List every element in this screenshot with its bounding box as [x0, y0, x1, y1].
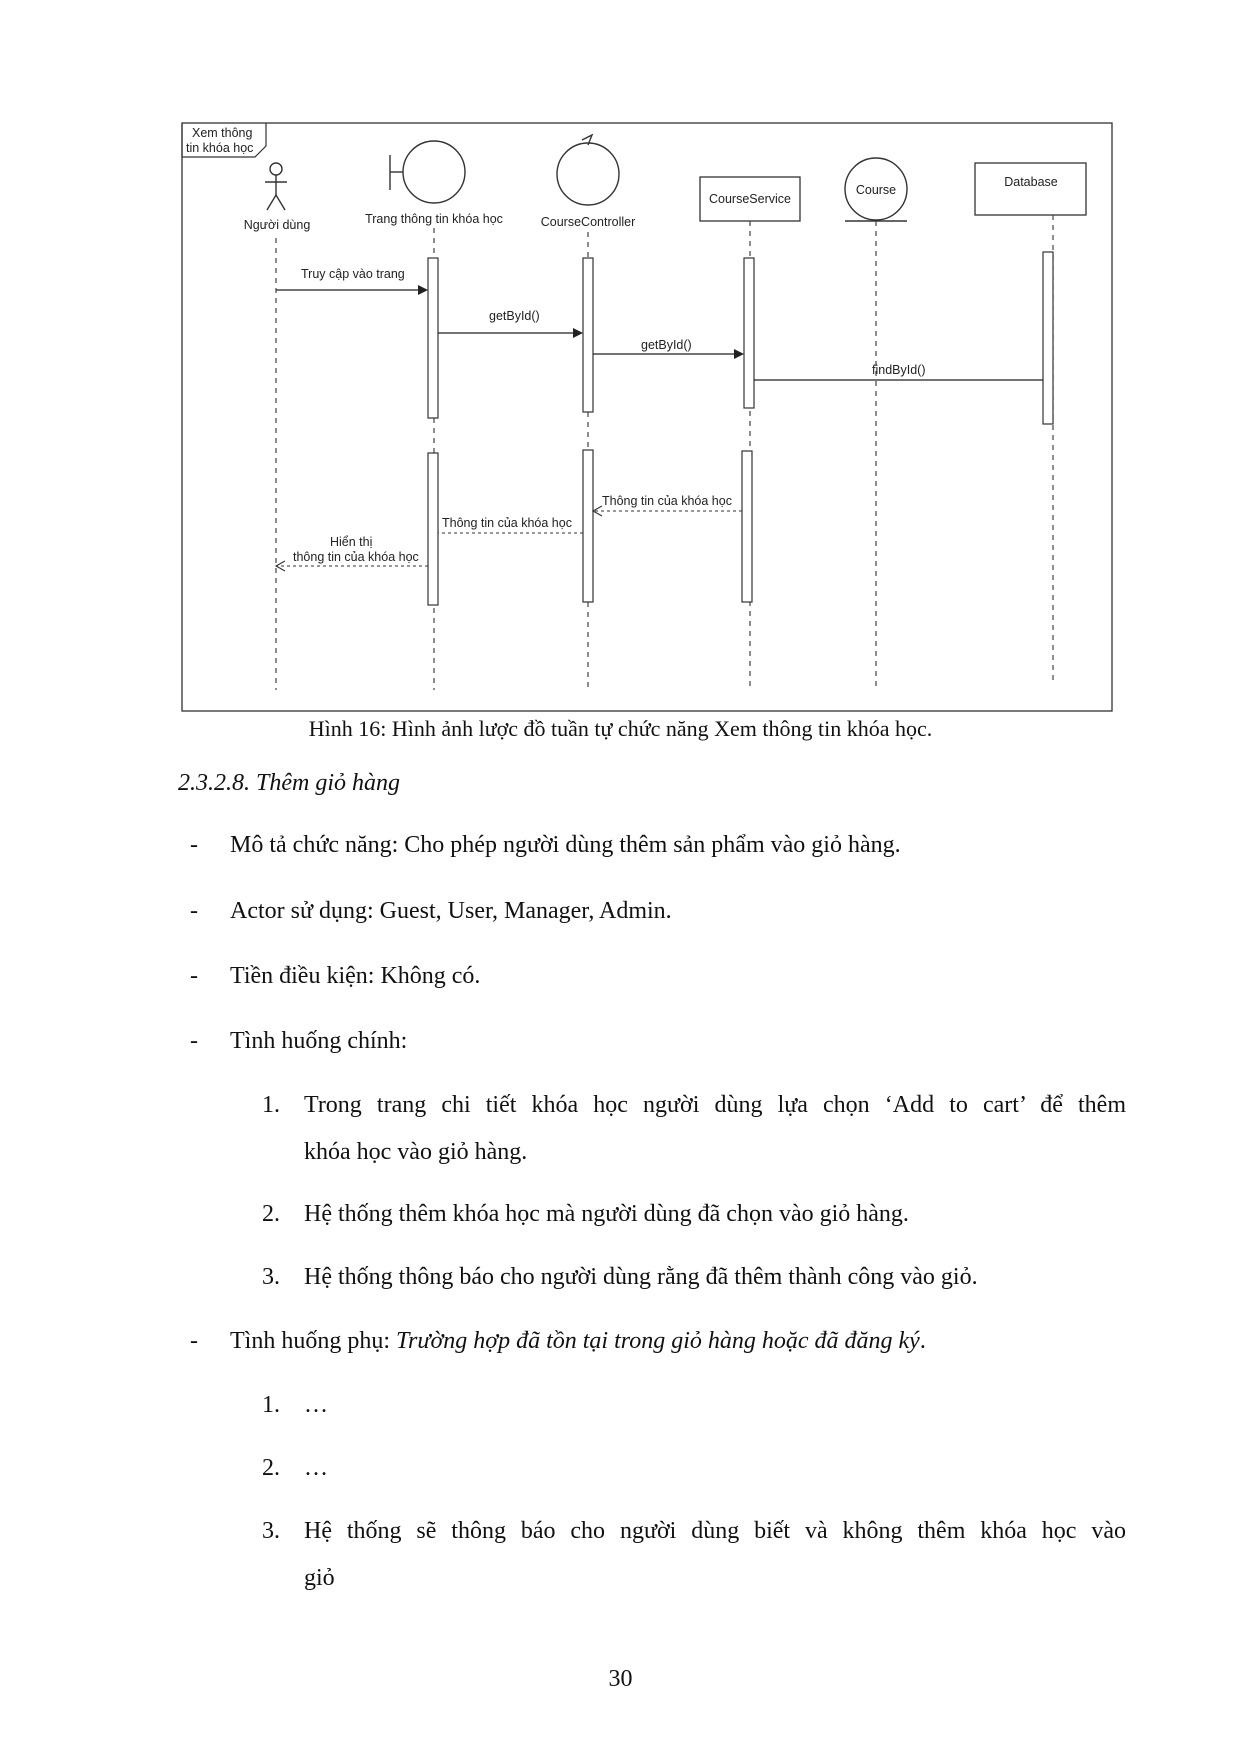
return-2-label: Thông tin của khóa học	[442, 516, 572, 530]
section-heading: 2.3.2.8. Thêm giỏ hàng	[178, 770, 400, 796]
step-number: 1.	[262, 1392, 280, 1418]
alt-italic: Trường hợp đã tồn tại trong giỏ hàng hoặc đã đăng ký	[396, 1328, 920, 1354]
page-number: 30	[608, 1666, 633, 1692]
step-text: Trong trang chi tiết khóa học người dùng lựa chọn ‘Add to cart’ để thêm	[304, 1092, 1126, 1118]
alt-step-3-continued: giỏ	[304, 1565, 335, 1591]
bullet-dash: -	[190, 832, 198, 858]
frame-label-line1: Xem thông	[192, 126, 253, 140]
alt-prefix: Tình huống phụ:	[230, 1328, 396, 1354]
step-number: 2.	[262, 1455, 280, 1481]
bullet-text: Tiền điều kiện: Không có.	[230, 963, 481, 989]
message-4-label: findById()	[872, 363, 926, 377]
step-number: 3.	[262, 1518, 280, 1544]
alt-suffix: .	[919, 1328, 926, 1354]
step-text: Hệ thống sẽ thông báo cho người dùng biết và không thêm khóa học vào	[304, 1518, 1126, 1544]
bullet-dash: -	[190, 963, 198, 989]
step-number: 3.	[262, 1264, 280, 1290]
actor-icon	[265, 163, 287, 210]
bullet-text: Actor sử dụng: Guest, User, Manager, Admin.	[230, 898, 672, 924]
message-arrowheads	[418, 285, 744, 359]
figure-caption: Hình 16: Hình ảnh lược đồ tuần tự chức năng Xem thông tin khóa học.	[308, 716, 933, 741]
boundary-icon	[390, 141, 465, 203]
step-text: Hệ thống thông báo cho người dùng rằng đã thêm thành công vào giỏ.	[304, 1264, 978, 1290]
bullet-text: Tình huống chính:	[230, 1028, 408, 1054]
message-arrows	[276, 290, 1043, 380]
bullet-text: Mô tả chức năng: Cho phép người dùng thêm sản phẩm vào giỏ hàng.	[230, 832, 901, 858]
bullet-dash: -	[190, 898, 198, 924]
participant-database-label: Database	[1004, 175, 1058, 189]
diagram-frame	[182, 123, 1112, 711]
activation-bars	[428, 252, 1053, 605]
step-number: 1.	[262, 1092, 280, 1118]
message-2-label: getById()	[489, 309, 540, 323]
participant-actor-label: Người dùng	[243, 218, 311, 232]
participant-control-label: CourseController	[540, 215, 636, 229]
database-box	[975, 163, 1086, 215]
participant-service-label: CourseService	[709, 192, 791, 206]
lifelines	[276, 215, 1053, 690]
step-text: …	[304, 1455, 328, 1481]
bullet-text	[230, 1328, 926, 1355]
return-1-label: Thông tin của khóa học	[602, 494, 732, 508]
sequence-diagram	[0, 0, 1241, 720]
bullet-dash: -	[190, 1028, 198, 1054]
control-icon	[557, 135, 619, 205]
step-number: 2.	[262, 1201, 280, 1227]
frame-label-line2: tin khóa học	[186, 141, 254, 155]
participant-entity-label: Course	[855, 183, 897, 197]
message-1-label: Truy cập vào trang	[301, 267, 405, 281]
return-3-label-line1: Hiển thị	[330, 535, 373, 549]
message-3-label: getById()	[641, 338, 692, 352]
step-text: …	[304, 1392, 328, 1418]
return-3-label-line2: thông tin của khóa học	[293, 550, 419, 564]
participant-boundary-label: Trang thông tin khóa học	[365, 212, 503, 226]
bullet-dash: -	[190, 1328, 198, 1354]
main-step-1-continued: khóa học vào giỏ hàng.	[304, 1139, 528, 1165]
step-text: Hệ thống thêm khóa học mà người dùng đã chọn vào giỏ hàng.	[304, 1201, 909, 1227]
